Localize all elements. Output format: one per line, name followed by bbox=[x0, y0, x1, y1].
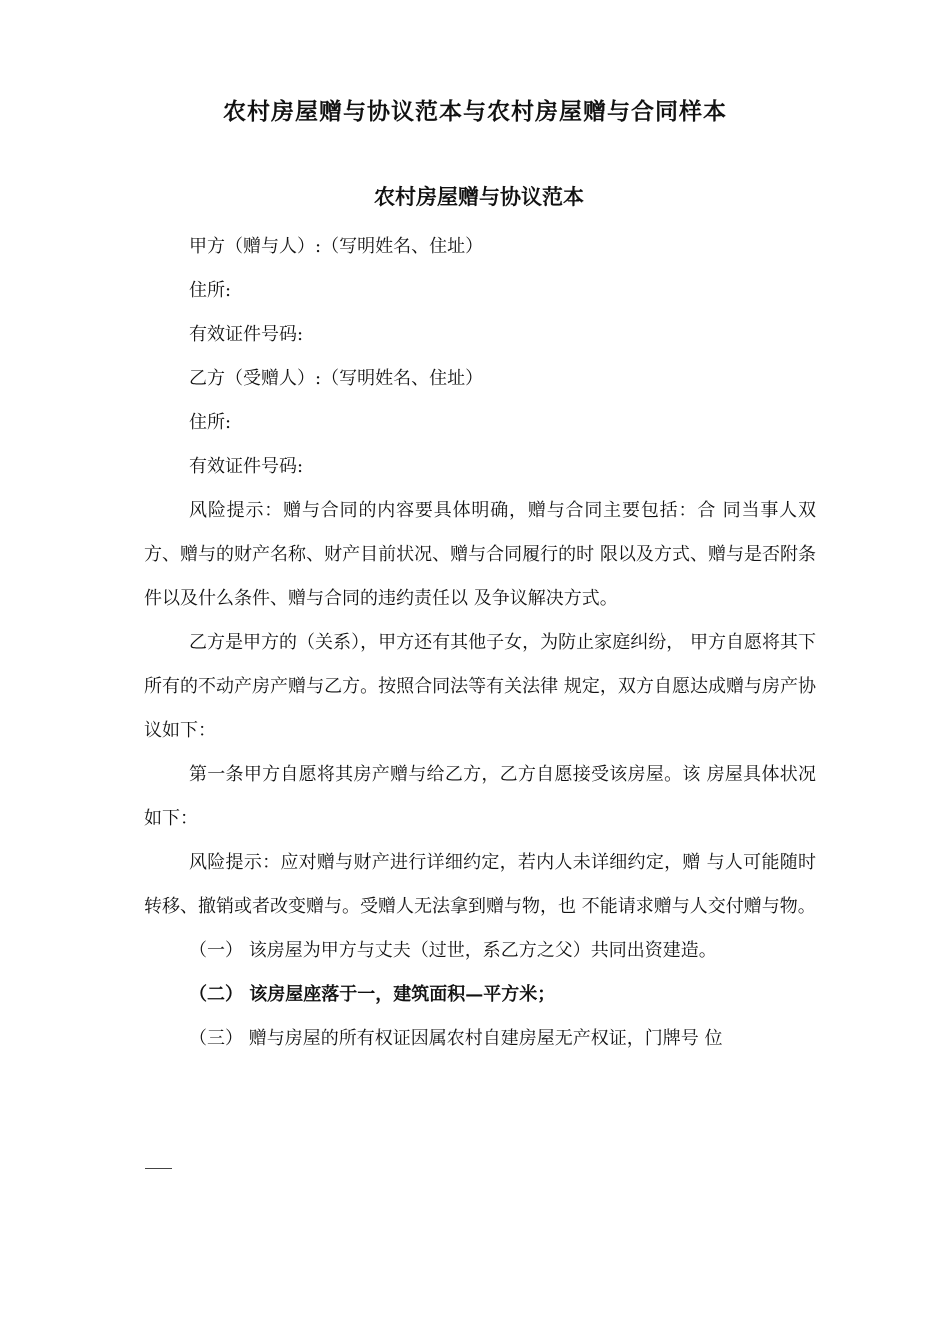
party-b-line: 乙方（受赠人）:（写明姓名、住址） bbox=[189, 368, 484, 389]
footer-divider bbox=[145, 1168, 172, 1169]
party-a-line: 甲方（赠与人）:（写明姓名、住址） bbox=[189, 236, 484, 257]
party-a-address-line: 住所: bbox=[189, 280, 232, 301]
section-title: 农村房屋赠与协议范本 bbox=[374, 184, 584, 209]
risk-notice-paragraph-2: 风险提示：应对赠与财产进行详细约定，若内人未详细约定，赠 与人可能随时转移、撤销或者改变赠与。受赠人无法拿到赠与物，也 不能请求赠与人交付赠与物。 bbox=[144, 852, 816, 917]
relationship-paragraph: 乙方是甲方的（关系），甲方还有其他子女，为防止家庭纠纷， 甲方自愿将其下所有的不动产房产赠与乙方。按照合同法等有关法律 规定，双方自愿达成赠与房产协议如下： bbox=[144, 632, 816, 741]
article-one-paragraph: 第一条甲方自愿将其房产赠与给乙方，乙方自愿接受该房屋。该 房屋具体状况如下： bbox=[144, 764, 816, 829]
clause-item-3: （三） 赠与房屋的所有权证因属农村自建房屋无产权证，门牌号 位 bbox=[189, 1028, 723, 1049]
party-b-id-line: 有效证件号码: bbox=[189, 456, 304, 477]
clause-item-2: （二） 该房屋座落于一，建筑面积—平方米； bbox=[189, 984, 556, 1005]
party-b-address-line: 住所: bbox=[189, 412, 232, 433]
risk-notice-paragraph: 风险提示：赠与合同的内容要具体明确，赠与合同主要包括：合 同当事人双方、赠与的财产名称、财产目前状况、赠与合同履行的时 限以及方式、赠与是否附条件以及什么条件、赠与合同的违约责任以 及争议解决方式。 bbox=[144, 500, 816, 609]
document-title: 农村房屋赠与协议范本与农村房屋赠与合同样本 bbox=[223, 98, 727, 125]
party-a-id-line: 有效证件号码: bbox=[189, 324, 304, 345]
document-body bbox=[144, 225, 816, 1061]
clause-item-1: （一） 该房屋为甲方与丈夫（过世，系乙方之父）共同出资建造。 bbox=[189, 940, 717, 961]
